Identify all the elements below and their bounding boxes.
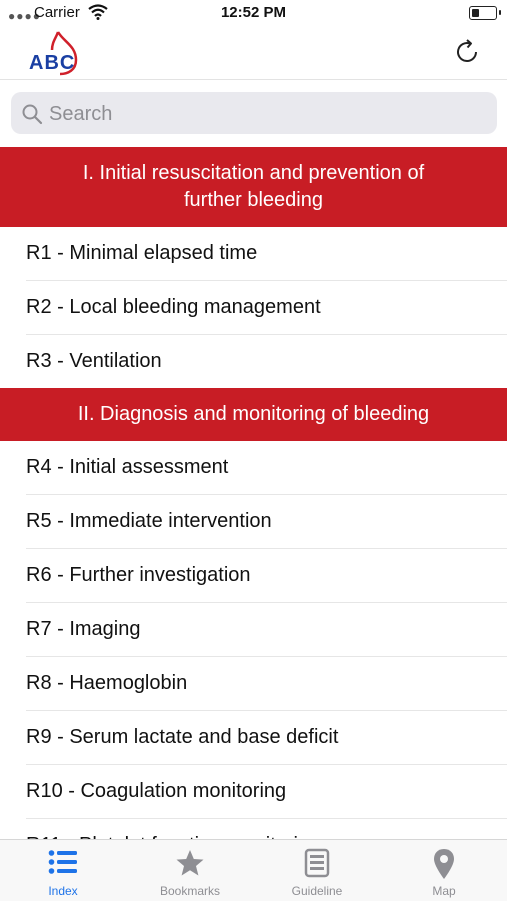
tab-label: Guideline [291, 884, 343, 898]
section-title: II. Diagnosis and monitoring of bleeding [77, 403, 430, 425]
list-item[interactable] [26, 711, 507, 765]
list-item-label: R9 - Serum lactate and base deficit [26, 726, 339, 748]
list-item-label: R10 - Coagulation monitoring [26, 780, 287, 802]
tab-label: Bookmarks [159, 884, 221, 898]
search-icon [21, 103, 43, 125]
status-bar [0, 0, 507, 26]
section-header[interactable] [0, 388, 507, 441]
list-item[interactable] [26, 765, 507, 819]
carrier-label: Carrier [34, 4, 80, 21]
list-item-label: R4 - Initial assessment [26, 456, 229, 478]
list-item-label: R3 - Ventilation [26, 350, 162, 372]
search-bar[interactable] [11, 92, 497, 134]
signal-icon: ●●●● [8, 9, 41, 23]
clock: 12:52 PM [220, 4, 287, 21]
refresh-icon[interactable] [451, 36, 483, 68]
section-header[interactable] [0, 147, 507, 227]
tab-index[interactable] [0, 840, 126, 901]
tab-bar [0, 839, 507, 901]
app-logo [26, 30, 86, 76]
recommendation-list [0, 147, 507, 839]
tab-bookmarks[interactable] [127, 840, 253, 901]
battery-icon [469, 6, 497, 20]
list-item[interactable] [26, 549, 507, 603]
section-title: I. Initial resuscitation and prevention of further bleeding [82, 162, 425, 211]
tab-map[interactable] [381, 840, 507, 901]
list-item[interactable] [26, 495, 507, 549]
list-item[interactable] [26, 335, 507, 388]
logo-text: ABC [29, 52, 76, 74]
list-item[interactable] [26, 227, 507, 281]
tab-guideline[interactable] [254, 840, 380, 901]
list-item-label: R7 - Imaging [26, 618, 141, 640]
list-item[interactable] [26, 441, 507, 495]
list-item[interactable] [26, 281, 507, 335]
list-item-label: R2 - Local bleeding management [26, 296, 321, 318]
list-icon [48, 848, 78, 876]
star-icon [175, 848, 205, 878]
document-icon [304, 848, 330, 878]
list-item-label: R8 - Haemoglobin [26, 672, 188, 694]
search-input[interactable] [47, 100, 471, 128]
map-pin-icon [432, 848, 456, 880]
list-item-label: R6 - Further investigation [26, 564, 251, 586]
tab-label: Map [432, 884, 456, 898]
list-item[interactable] [26, 657, 507, 711]
list-item-label: R1 - Minimal elapsed time [26, 242, 258, 264]
list-item[interactable] [26, 603, 507, 657]
navigation-bar [0, 26, 507, 80]
list-item-label: R5 - Immediate intervention [26, 510, 272, 532]
tab-label: Index [48, 884, 78, 898]
